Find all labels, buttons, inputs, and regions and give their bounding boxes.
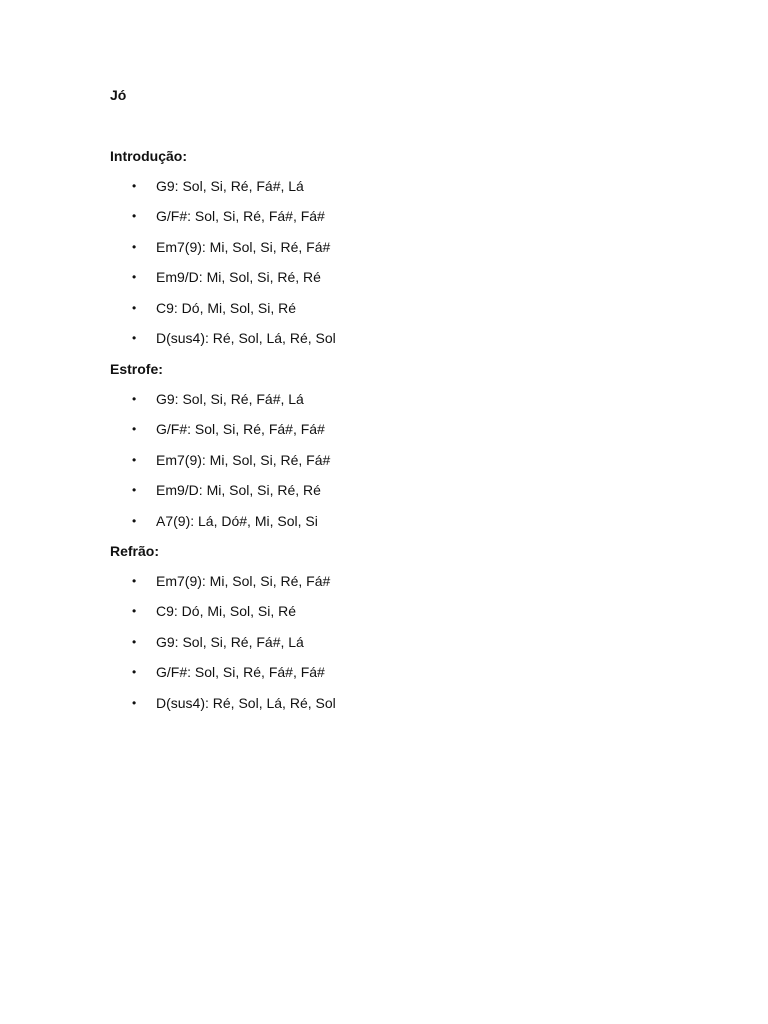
chord-text: Em7(9): Mi, Sol, Si, Ré, Fá# [156, 451, 331, 468]
bullet-icon: • [132, 270, 137, 285]
chord-text: G/F#: Sol, Si, Ré, Fá#, Fá# [156, 421, 325, 438]
chord-text: Em7(9): Mi, Sol, Si, Ré, Fá# [156, 573, 331, 589]
chord-text: G9: Sol, Si, Ré, Fá#, Lá [156, 178, 304, 194]
bullet-icon: • [132, 209, 137, 224]
chord-text: A7(9): Lá, Dó#, Mi, Sol, Si [156, 512, 318, 529]
document-title: Jó [110, 87, 127, 103]
bullet-icon: • [132, 483, 137, 498]
bullet-icon: • [132, 604, 137, 619]
chord-text: D(sus4): Ré, Sol, Lá, Ré, Sol [156, 329, 336, 346]
bullet-icon: • [132, 574, 137, 588]
chord-text: Em7(9): Mi, Sol, Si, Ré, Fá# [156, 238, 331, 255]
bullet-icon: • [132, 179, 137, 193]
chord-text: G9: Sol, Si, Ré, Fá#, Lá [156, 633, 304, 650]
bullet-icon: • [132, 239, 137, 254]
section-heading-refrao: Refrão: [110, 543, 160, 559]
section-heading-estrofe: Estrofe: [110, 361, 163, 377]
chord-text: G/F#: Sol, Si, Ré, Fá#, Fá# [156, 664, 325, 681]
bullet-icon: • [132, 695, 137, 710]
bullet-icon: • [132, 300, 137, 315]
bullet-icon: • [132, 330, 137, 345]
bullet-icon: • [132, 665, 137, 680]
bullet-icon: • [132, 422, 137, 437]
bullet-icon: • [132, 392, 137, 406]
chord-text: G9: Sol, Si, Ré, Fá#, Lá [156, 391, 304, 407]
bullet-icon: • [132, 452, 137, 467]
chord-text: C9: Dó, Mi, Sol, Si, Ré [156, 299, 297, 316]
bullet-icon: • [132, 513, 137, 528]
chord-text: Em9/D: Mi, Sol, Si, Ré, Ré [156, 269, 321, 286]
chord-text: G/F#: Sol, Si, Ré, Fá#, Fá# [156, 208, 325, 225]
chord-text: Em9/D: Mi, Sol, Si, Ré, Ré [156, 482, 321, 499]
chord-text: C9: Dó, Mi, Sol, Si, Ré [156, 603, 297, 620]
bullet-icon: • [132, 634, 137, 649]
chord-text: D(sus4): Ré, Sol, Lá, Ré, Sol [156, 694, 336, 711]
section-heading-introducao: Introdução: [110, 148, 187, 164]
